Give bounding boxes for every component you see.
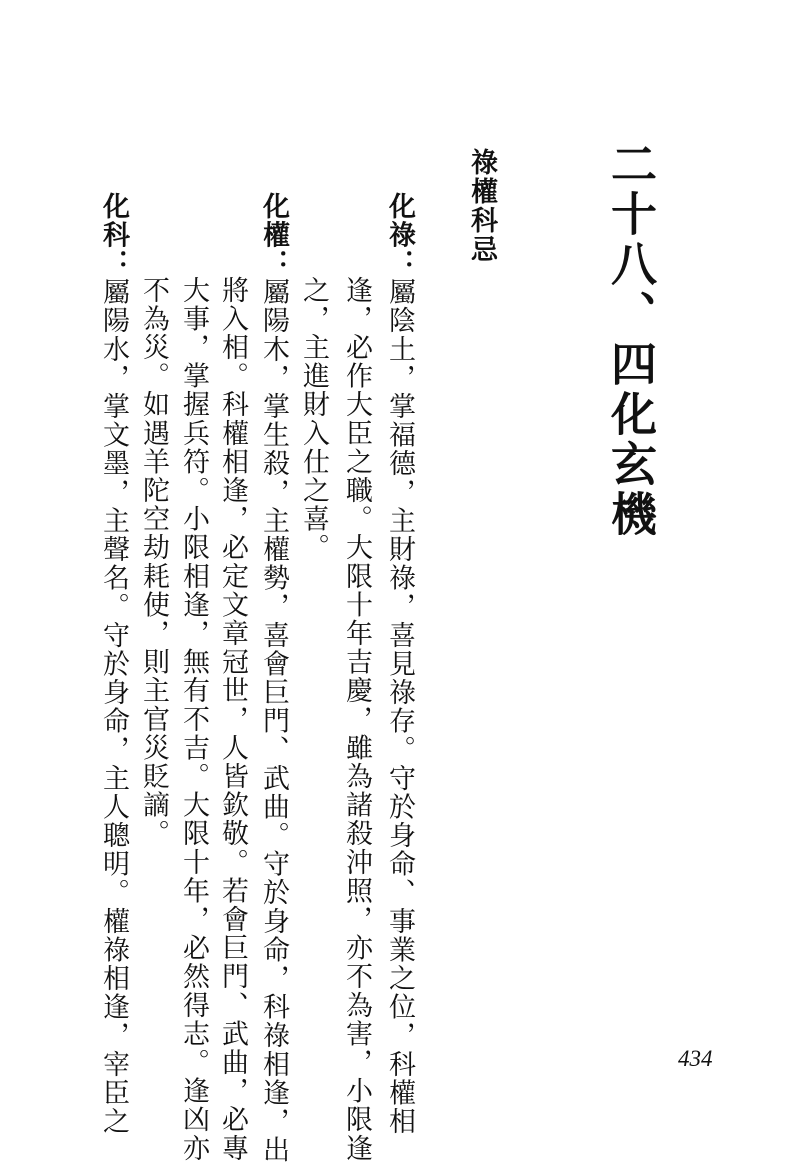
- huake-term: 化科：: [98, 192, 129, 278]
- section-title: 祿權科忌: [466, 148, 497, 264]
- page-number: 434: [678, 1046, 713, 1071]
- huaquan-line-1: [260, 192, 287, 1164]
- huake-text-1: 屬陽水，掌文墨，主聲名。守於身命，主人聰明。權祿相逢，宰臣之: [98, 277, 129, 1136]
- hualu-line-3: 之，主進財入仕之喜。: [298, 276, 329, 562]
- huaquan-text-1: 屬陽木，掌生殺，主權勢，喜會巨門、武曲。守於身命，科祿相逢，出: [258, 277, 289, 1164]
- hualu-term: 化祿：: [384, 192, 415, 278]
- huaquan-line-2: 將入相。科權相逢，必定文章冠世，人皆欽敬。若會巨門、武曲，必專: [217, 276, 248, 1163]
- hualu-line-1: [386, 192, 413, 1136]
- huaquan-line-3: 大事，掌握兵符。小限相逢，無有不吉。大限十年，必然得志。逢凶亦: [178, 276, 209, 1163]
- chapter-title: 二十八、四化玄機: [604, 140, 658, 540]
- hualu-text-1: 屬陰土，掌福德，主財祿，喜見祿存。守於身命、事業之位，科權相: [384, 277, 415, 1136]
- hualu-line-2: 逢，必作大臣之職。大限十年吉慶，雖為諸殺沖照，亦不為害，小限逢: [341, 276, 372, 1163]
- huaquan-line-4: 不為災。如遇羊陀空劫耗使，則主官災貶謫。: [138, 276, 169, 848]
- huaquan-term: 化權：: [258, 192, 289, 278]
- huake-line-1: [100, 192, 127, 1136]
